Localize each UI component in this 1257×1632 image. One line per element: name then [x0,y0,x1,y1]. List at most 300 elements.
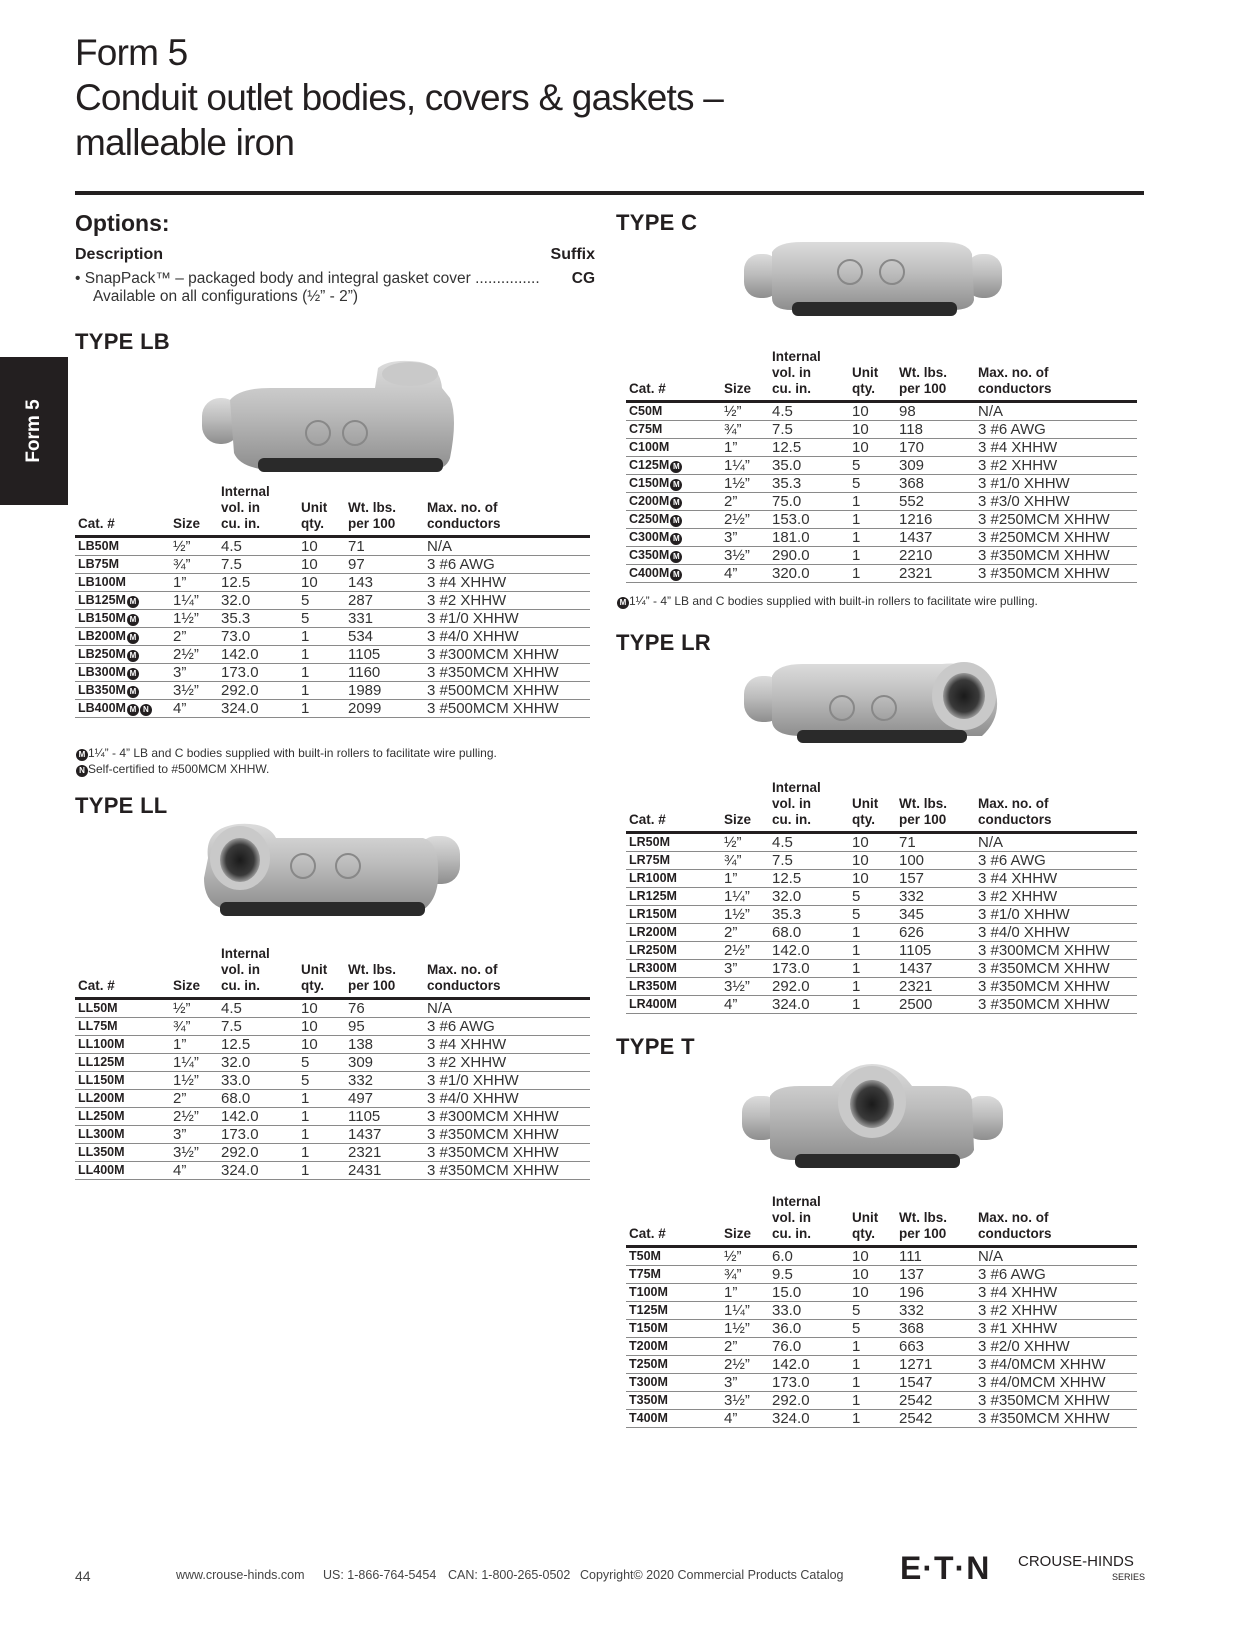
col-max-conductors: Max. no. of conductors [978,1210,1052,1241]
cell-unit-qty: 10 [298,556,345,574]
cell-unit-qty: 1 [849,960,896,978]
cell-size: ¾” [170,556,218,574]
cell-cat-number [626,475,721,493]
table-row [75,700,590,718]
cell-volume: 142.0 [769,942,849,960]
table-row [75,610,590,628]
cell-max-conductors: N/A [424,999,590,1018]
cat-number: LB350M [78,683,126,697]
cell-unit-qty: 1 [849,547,896,565]
cell-cat-number [75,682,170,700]
cell-unit-qty: 1 [298,1108,345,1126]
col-volume: Internal vol. in cu. in. [772,349,821,396]
cell-max-conductors: 3 #4 XHHW [424,1036,590,1054]
cell-volume: 76.0 [769,1338,849,1356]
cell-weight: 2321 [896,565,975,583]
cell-cat-number [75,556,170,574]
cell-weight: 345 [896,906,975,924]
section-side-tab[interactable] [0,357,68,505]
suffix-header: Suffix [550,246,595,263]
cell-max-conductors: 3 #4/0 XHHW [975,924,1137,942]
cell-volume: 181.0 [769,529,849,547]
cell-max-conductors: 3 #4/0 XHHW [424,628,590,646]
cat-number: C75M [629,422,663,436]
cell-weight: 100 [896,852,975,870]
cell-cat-number [75,1126,170,1144]
table-row [75,646,590,664]
cell-volume: 4.5 [769,402,849,421]
table-row [626,421,1137,439]
cell-cat-number [626,1320,721,1338]
cell-unit-qty: 10 [849,421,896,439]
cat-number: LL125M [78,1055,125,1069]
table-row [626,493,1137,511]
cell-cat-number [626,960,721,978]
cell-max-conductors: 3 #2 XHHW [975,457,1137,475]
cell-max-conductors: 3 #250MCM XHHW [975,511,1137,529]
cell-size: 3” [170,664,218,682]
cell-unit-qty: 10 [849,1266,896,1284]
table-row [626,852,1137,870]
cell-cat-number [75,999,170,1018]
cell-size: 1” [721,870,769,888]
cat-number: T75M [629,1267,661,1281]
title-line-1: Form 5 [75,32,188,73]
cell-size: 2” [721,1338,769,1356]
cell-weight: 332 [896,1302,975,1320]
cell-unit-qty: 1 [849,565,896,583]
cell-cat-number [75,537,170,556]
footnote-marker-m: M [670,461,682,473]
cell-size: 2” [170,1090,218,1108]
cell-cat-number [75,1090,170,1108]
table-row [75,682,590,700]
cell-max-conductors: 3 #500MCM XHHW [424,700,590,718]
cell-cat-number [626,1284,721,1302]
cell-weight: 2431 [345,1162,424,1180]
cell-weight: 1271 [896,1356,975,1374]
cell-volume: 142.0 [218,1108,298,1126]
table-row [75,1036,590,1054]
table-row [626,978,1137,996]
canada-phone: CAN: 1-800-265-0502 [448,1568,571,1582]
col-size: Size [724,1226,752,1241]
cell-max-conductors: 3 #350MCM XHHW [975,547,1137,565]
cell-cat-number [626,1392,721,1410]
cell-size: 1½” [721,475,769,493]
cat-number: LL300M [78,1127,125,1141]
cell-volume: 173.0 [218,664,298,682]
cell-max-conductors: 3 #1/0 XHHW [424,610,590,628]
col-weight: Wt. lbs. per 100 [899,796,947,827]
cell-volume: 4.5 [218,537,298,556]
cell-unit-qty: 1 [849,1392,896,1410]
footnote-marker-n: N [76,765,88,777]
cell-cat-number [75,1072,170,1090]
col-cat: Cat. # [78,978,115,993]
cell-unit-qty: 10 [849,1247,896,1266]
eaton-logo: E·T·N [900,1550,991,1586]
cell-unit-qty: 10 [849,1284,896,1302]
cell-max-conductors: 3 #250MCM XHHW [975,529,1137,547]
table-header-row [626,1194,1137,1247]
cell-cat-number [626,1410,721,1428]
cat-number: LR250M [629,943,677,957]
cell-weight: 137 [896,1266,975,1284]
cell-size: 1½” [170,610,218,628]
cat-number: T200M [629,1339,668,1353]
cell-unit-qty: 5 [849,475,896,493]
cell-unit-qty: 1 [849,1410,896,1428]
cat-number: LB50M [78,539,119,553]
cell-weight: 497 [345,1090,424,1108]
type-lr-conduit-body-image [742,656,1004,752]
cell-weight: 111 [896,1247,975,1266]
cell-size: 3” [721,1374,769,1392]
cell-cat-number [626,565,721,583]
cell-volume: 32.0 [769,888,849,906]
cell-max-conductors: 3 #6 AWG [975,421,1137,439]
option-suffix: CG [571,270,595,287]
cell-max-conductors: 3 #4 XHHW [975,870,1137,888]
cell-cat-number [75,1108,170,1126]
cell-unit-qty: 1 [849,942,896,960]
cell-size: 1½” [170,1072,218,1090]
table-header-row [75,946,590,999]
table-row [626,1247,1137,1266]
cell-size: 4” [721,1410,769,1428]
cat-number: C300M [629,530,670,544]
cell-volume: 7.5 [218,556,298,574]
cell-unit-qty: 10 [849,833,896,852]
cell-size: 4” [721,565,769,583]
cell-max-conductors: 3 #4 XHHW [975,1284,1137,1302]
cell-size: 1¼” [170,592,218,610]
cell-weight: 332 [896,888,975,906]
type-ll-heading: TYPE LL [75,793,168,818]
table-row [626,439,1137,457]
col-cat: Cat. # [78,516,115,531]
cell-size: 1” [721,439,769,457]
cell-weight: 2321 [896,978,975,996]
cell-size: 3” [721,960,769,978]
type-t-heading: TYPE T [616,1034,695,1059]
cat-number: LL50M [78,1001,118,1015]
cell-volume: 15.0 [769,1284,849,1302]
table-row [626,1356,1137,1374]
cell-max-conductors: 3 #1/0 XHHW [975,906,1137,924]
cell-volume: 142.0 [218,646,298,664]
cell-weight: 2321 [345,1144,424,1162]
cell-size: ¾” [721,421,769,439]
cat-number: C400M [629,566,670,580]
cell-volume: 324.0 [769,996,849,1014]
cell-weight: 2210 [896,547,975,565]
cell-cat-number [626,833,721,852]
cell-max-conductors: 3 #4 XHHW [975,439,1137,457]
cell-unit-qty: 1 [298,1126,345,1144]
table-row [626,906,1137,924]
footnote-marker-m: M [670,515,682,527]
cell-unit-qty: 1 [298,1090,345,1108]
cell-volume: 173.0 [769,1374,849,1392]
cell-weight: 196 [896,1284,975,1302]
cell-volume: 36.0 [769,1320,849,1338]
table-row [75,556,590,574]
cell-unit-qty: 1 [298,664,345,682]
cell-cat-number [75,1162,170,1180]
cell-weight: 2542 [896,1410,975,1428]
cat-number: LB200M [78,629,126,643]
cell-weight: 1437 [896,529,975,547]
cell-max-conductors: 3 #350MCM XHHW [424,1126,590,1144]
cell-max-conductors: N/A [975,1247,1137,1266]
cell-cat-number [75,628,170,646]
cat-number: LB400M [78,701,126,715]
cell-unit-qty: 1 [298,628,345,646]
cell-unit-qty: 1 [849,529,896,547]
table-row [75,1126,590,1144]
cell-size: 4” [721,996,769,1014]
cell-weight: 1437 [345,1126,424,1144]
table-row [626,1320,1137,1338]
cell-volume: 173.0 [218,1126,298,1144]
cell-size: 3½” [170,1144,218,1162]
col-max-conductors: Max. no. of conductors [978,365,1052,396]
cell-unit-qty: 1 [298,682,345,700]
cell-cat-number [75,664,170,682]
cell-volume: 7.5 [218,1018,298,1036]
table-row [626,547,1137,565]
cell-unit-qty: 1 [849,1374,896,1392]
cell-cat-number [75,1036,170,1054]
cell-weight: 663 [896,1338,975,1356]
cell-weight: 534 [345,628,424,646]
cell-size: 2½” [721,1356,769,1374]
table-row [626,1374,1137,1392]
cat-number: T150M [629,1321,668,1335]
cell-max-conductors: 3 #6 AWG [975,1266,1137,1284]
cell-volume: 12.5 [769,439,849,457]
cell-volume: 324.0 [218,700,298,718]
cell-volume: 33.0 [218,1072,298,1090]
cell-volume: 35.3 [769,906,849,924]
footnote-marker-m: M [127,632,139,644]
cell-size: 1” [721,1284,769,1302]
cell-max-conductors: 3 #350MCM XHHW [975,1410,1137,1428]
cell-cat-number [75,610,170,628]
cell-weight: 1989 [345,682,424,700]
cell-volume: 4.5 [769,833,849,852]
cell-cat-number [626,547,721,565]
cat-number: LR50M [629,835,670,849]
cell-unit-qty: 1 [849,924,896,942]
cell-max-conductors: 3 #2/0 XHHW [975,1338,1137,1356]
cell-volume: 7.5 [769,421,849,439]
cell-unit-qty: 1 [849,511,896,529]
cell-max-conductors: 3 #2 XHHW [424,1054,590,1072]
cell-cat-number [626,924,721,942]
cat-number: C150M [629,476,670,490]
cell-size: 2½” [721,942,769,960]
cat-number: C350M [629,548,670,562]
footnote-marker-m: M [670,569,682,581]
footnote-marker-m: M [127,704,139,716]
title-line-2: Conduit outlet bodies, covers & gaskets – [75,77,723,118]
cell-max-conductors: 3 #350MCM XHHW [424,664,590,682]
table-row [626,529,1137,547]
lb-footnote-selfcert [75,762,269,777]
col-cat: Cat. # [629,1226,666,1241]
cell-volume: 35.3 [769,475,849,493]
col-size: Size [173,978,201,993]
cell-unit-qty: 1 [849,996,896,1014]
cell-volume: 33.0 [769,1302,849,1320]
cell-unit-qty: 10 [298,574,345,592]
cell-volume: 292.0 [769,1392,849,1410]
cell-size: ½” [721,402,769,421]
cell-cat-number [626,870,721,888]
cell-size: 1” [170,1036,218,1054]
cat-number: C200M [629,494,670,508]
cell-unit-qty: 10 [849,870,896,888]
cell-unit-qty: 1 [298,1162,345,1180]
website-link[interactable]: www.crouse-hinds.com [176,1568,305,1582]
cell-weight: 2500 [896,996,975,1014]
cat-number: LB300M [78,665,126,679]
cat-number: LB75M [78,557,119,571]
cell-size: 2” [170,628,218,646]
cell-unit-qty: 10 [298,1036,345,1054]
cell-cat-number [626,1356,721,1374]
type-ll-conduit-body-image [198,818,463,926]
cell-weight: 71 [345,537,424,556]
cell-cat-number [75,1018,170,1036]
cat-number: T100M [629,1285,668,1299]
eaton-crouse-hinds-logo [900,1550,1145,1584]
cell-size: 4” [170,1162,218,1180]
cell-size: 1¼” [170,1054,218,1072]
cell-max-conductors: 3 #300MCM XHHW [975,942,1137,960]
cell-cat-number [626,1374,721,1392]
table-row [626,888,1137,906]
cell-weight: 287 [345,592,424,610]
col-unit-qty: Unit qty. [852,365,879,396]
cell-weight: 118 [896,421,975,439]
cat-number: LR400M [629,997,677,1011]
table-row [75,1072,590,1090]
cell-volume: 9.5 [769,1266,849,1284]
cell-weight: 71 [896,833,975,852]
cell-weight: 157 [896,870,975,888]
cell-unit-qty: 1 [849,978,896,996]
cell-size: ½” [721,1247,769,1266]
cat-number: LL100M [78,1037,125,1051]
cell-cat-number [626,996,721,1014]
cell-max-conductors: 3 #300MCM XHHW [424,646,590,664]
cell-unit-qty: 10 [849,852,896,870]
cell-volume: 324.0 [769,1410,849,1428]
col-max-conductors: Max. no. of conductors [427,500,501,531]
cell-size: 2” [721,493,769,511]
cat-number: T125M [629,1303,668,1317]
cell-max-conductors: 3 #4/0MCM XHHW [975,1356,1137,1374]
table-row [75,1162,590,1180]
table-row [626,942,1137,960]
cell-max-conductors: N/A [424,537,590,556]
cell-unit-qty: 5 [849,1302,896,1320]
table-row [626,457,1137,475]
cell-unit-qty: 5 [298,592,345,610]
cell-max-conductors: N/A [975,833,1137,852]
cell-max-conductors: 3 #4/0MCM XHHW [975,1374,1137,1392]
cell-cat-number [75,1054,170,1072]
cell-weight: 332 [345,1072,424,1090]
cell-max-conductors: 3 #4 XHHW [424,574,590,592]
table-row [626,565,1137,583]
cell-volume: 292.0 [218,682,298,700]
cell-unit-qty: 5 [849,457,896,475]
cell-weight: 552 [896,493,975,511]
cell-volume: 4.5 [218,999,298,1018]
title-rule [75,191,1144,195]
cell-size: ¾” [721,852,769,870]
cell-max-conductors: 3 #6 AWG [424,1018,590,1036]
table-row [626,960,1137,978]
table-row [75,537,590,556]
cat-number: C250M [629,512,670,526]
cell-cat-number [626,493,721,511]
cell-volume: 290.0 [769,547,849,565]
cat-number: T250M [629,1357,668,1371]
col-unit-qty: Unit qty. [301,500,328,531]
cell-volume: 12.5 [769,870,849,888]
cell-unit-qty: 1 [849,493,896,511]
cell-weight: 1160 [345,664,424,682]
cell-weight: 95 [345,1018,424,1036]
table-row [626,1392,1137,1410]
table-row [626,402,1137,421]
table-row [75,628,590,646]
table-header-row [75,484,590,537]
side-tab-label: Form 5 [23,399,44,463]
page-number: 44 [75,1568,91,1584]
type-c-conduit-body-image [742,240,1004,322]
cell-weight: 1547 [896,1374,975,1392]
cell-unit-qty: 5 [298,1054,345,1072]
cell-volume: 142.0 [769,1356,849,1374]
cell-weight: 170 [896,439,975,457]
cell-weight: 309 [345,1054,424,1072]
type-lb-table [75,484,590,718]
cell-max-conductors: 3 #1/0 XHHW [975,475,1137,493]
cell-weight: 368 [896,475,975,493]
table-row [626,1302,1137,1320]
cat-number: T350M [629,1393,668,1407]
table-row [626,996,1137,1014]
table-row [626,1338,1137,1356]
cell-unit-qty: 10 [298,999,345,1018]
cat-number: LR75M [629,853,670,867]
cell-unit-qty: 1 [849,1356,896,1374]
cell-volume: 324.0 [218,1162,298,1180]
col-max-conductors: Max. no. of conductors [427,962,501,993]
col-size: Size [173,516,201,531]
col-unit-qty: Unit qty. [301,962,328,993]
cell-cat-number [626,1266,721,1284]
cell-volume: 7.5 [769,852,849,870]
cell-size: 1½” [721,906,769,924]
